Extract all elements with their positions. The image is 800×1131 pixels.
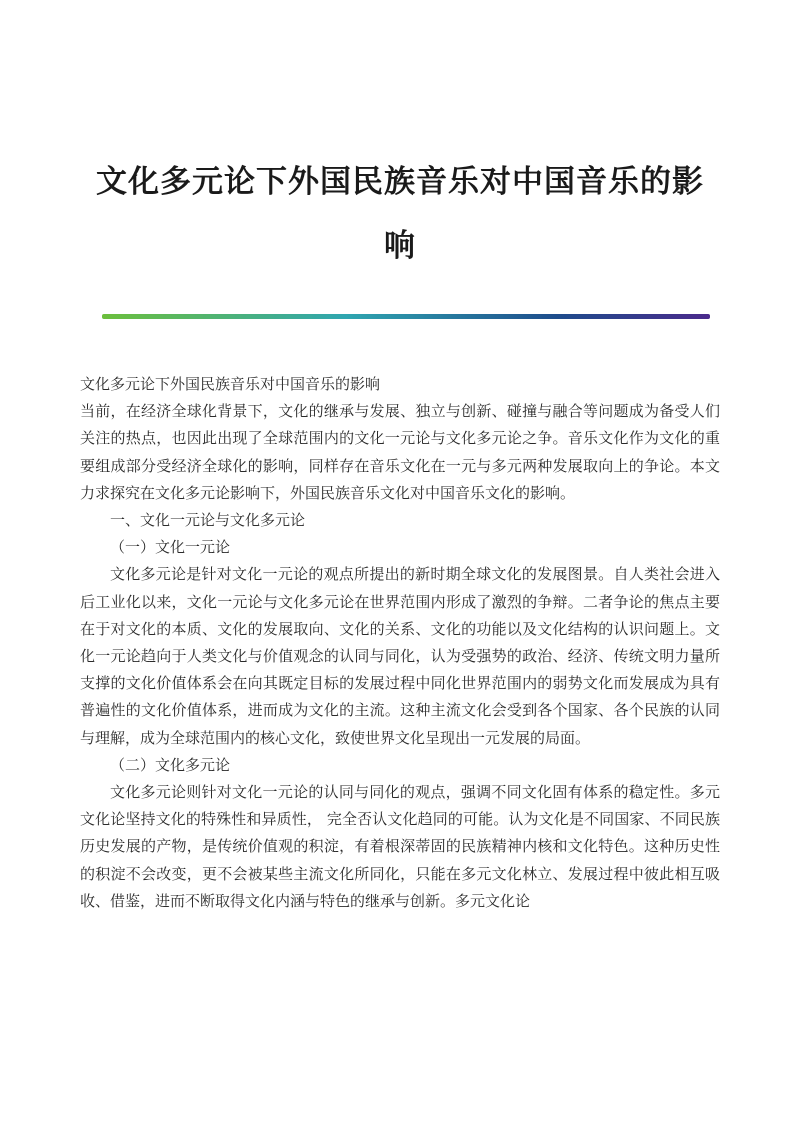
title-line-2: 响 [384, 228, 416, 264]
document-body [80, 371, 720, 915]
body-paragraph: 文化多元论是针对文化一元论的观点所提出的新时期全球文化的发展图景。自人类社会进入后工业化以来，文化一元论与文化多元论在世界范围内形成了激烈的争辩。二者争论的焦点主要在于对文化的本质、文化的发展取向、文化的关系、文化的功能以及文化结构的认识问题上。文化一元论趋向于人类文化与价值观念的认同与同化，认为受强势的政治、经济、传统文明力量所支撑的文化价值体系会在向其既定目标的发展过程中同化世界范围内的弱势文化而发展成为具有普遍性的文化价值体系，进而成为文化的主流。这种主流文化会受到各个国家、各个民族的认同与理解，成为全球范围内的核心文化，致使世界文化呈现出一元发展的局面。 [80, 565, 720, 747]
document-title [80, 150, 720, 278]
subsection-heading-1: （一）文化一元论 [110, 538, 231, 557]
document-subtitle: 文化多元论下外国民族音乐对中国音乐的影响 [80, 375, 381, 393]
title-line-1: 文化多元论下外国民族音乐对中国音乐的影 [96, 164, 704, 200]
subsection-heading-2: （二）文化多元论 [110, 755, 231, 774]
title-divider [102, 314, 710, 319]
body-paragraph: 当前，在经济全球化背景下，文化的继承与发展、独立与创新、碰撞与融合等问题成为备受人们关注的热点，也因此出现了全球范围内的文化一元论与文化多元论之争。音乐文化作为文化的重要组成部分受经济全球化的影响，同样存在音乐文化在一元与多元两种发展取向上的争论。本文力求探究在文化多元论影响下，外国民族音乐文化对中国音乐文化的影响。 [80, 402, 720, 502]
body-paragraph: 文化多元论则针对文化一元论的认同与同化的观点，强调不同文化固有体系的稳定性。多元文化论坚持文化的特殊性和异质性， 完全否认文化趋同的可能。认为文化是不同国家、不同民族历史发展的产物，是传统价值观的积淀，有着根深蒂固的民族精神内核和文化特色。这种历史性的积淀不会改变，更不会被某些主流文化所同化，只能在多元文化林立、发展过程中彼此相互吸收、借鉴，进而不断取得文化内涵与特色的继承与创新。多元文化论 [80, 783, 720, 910]
section-heading-1: 一、文化一元论与文化多元论 [110, 511, 306, 530]
